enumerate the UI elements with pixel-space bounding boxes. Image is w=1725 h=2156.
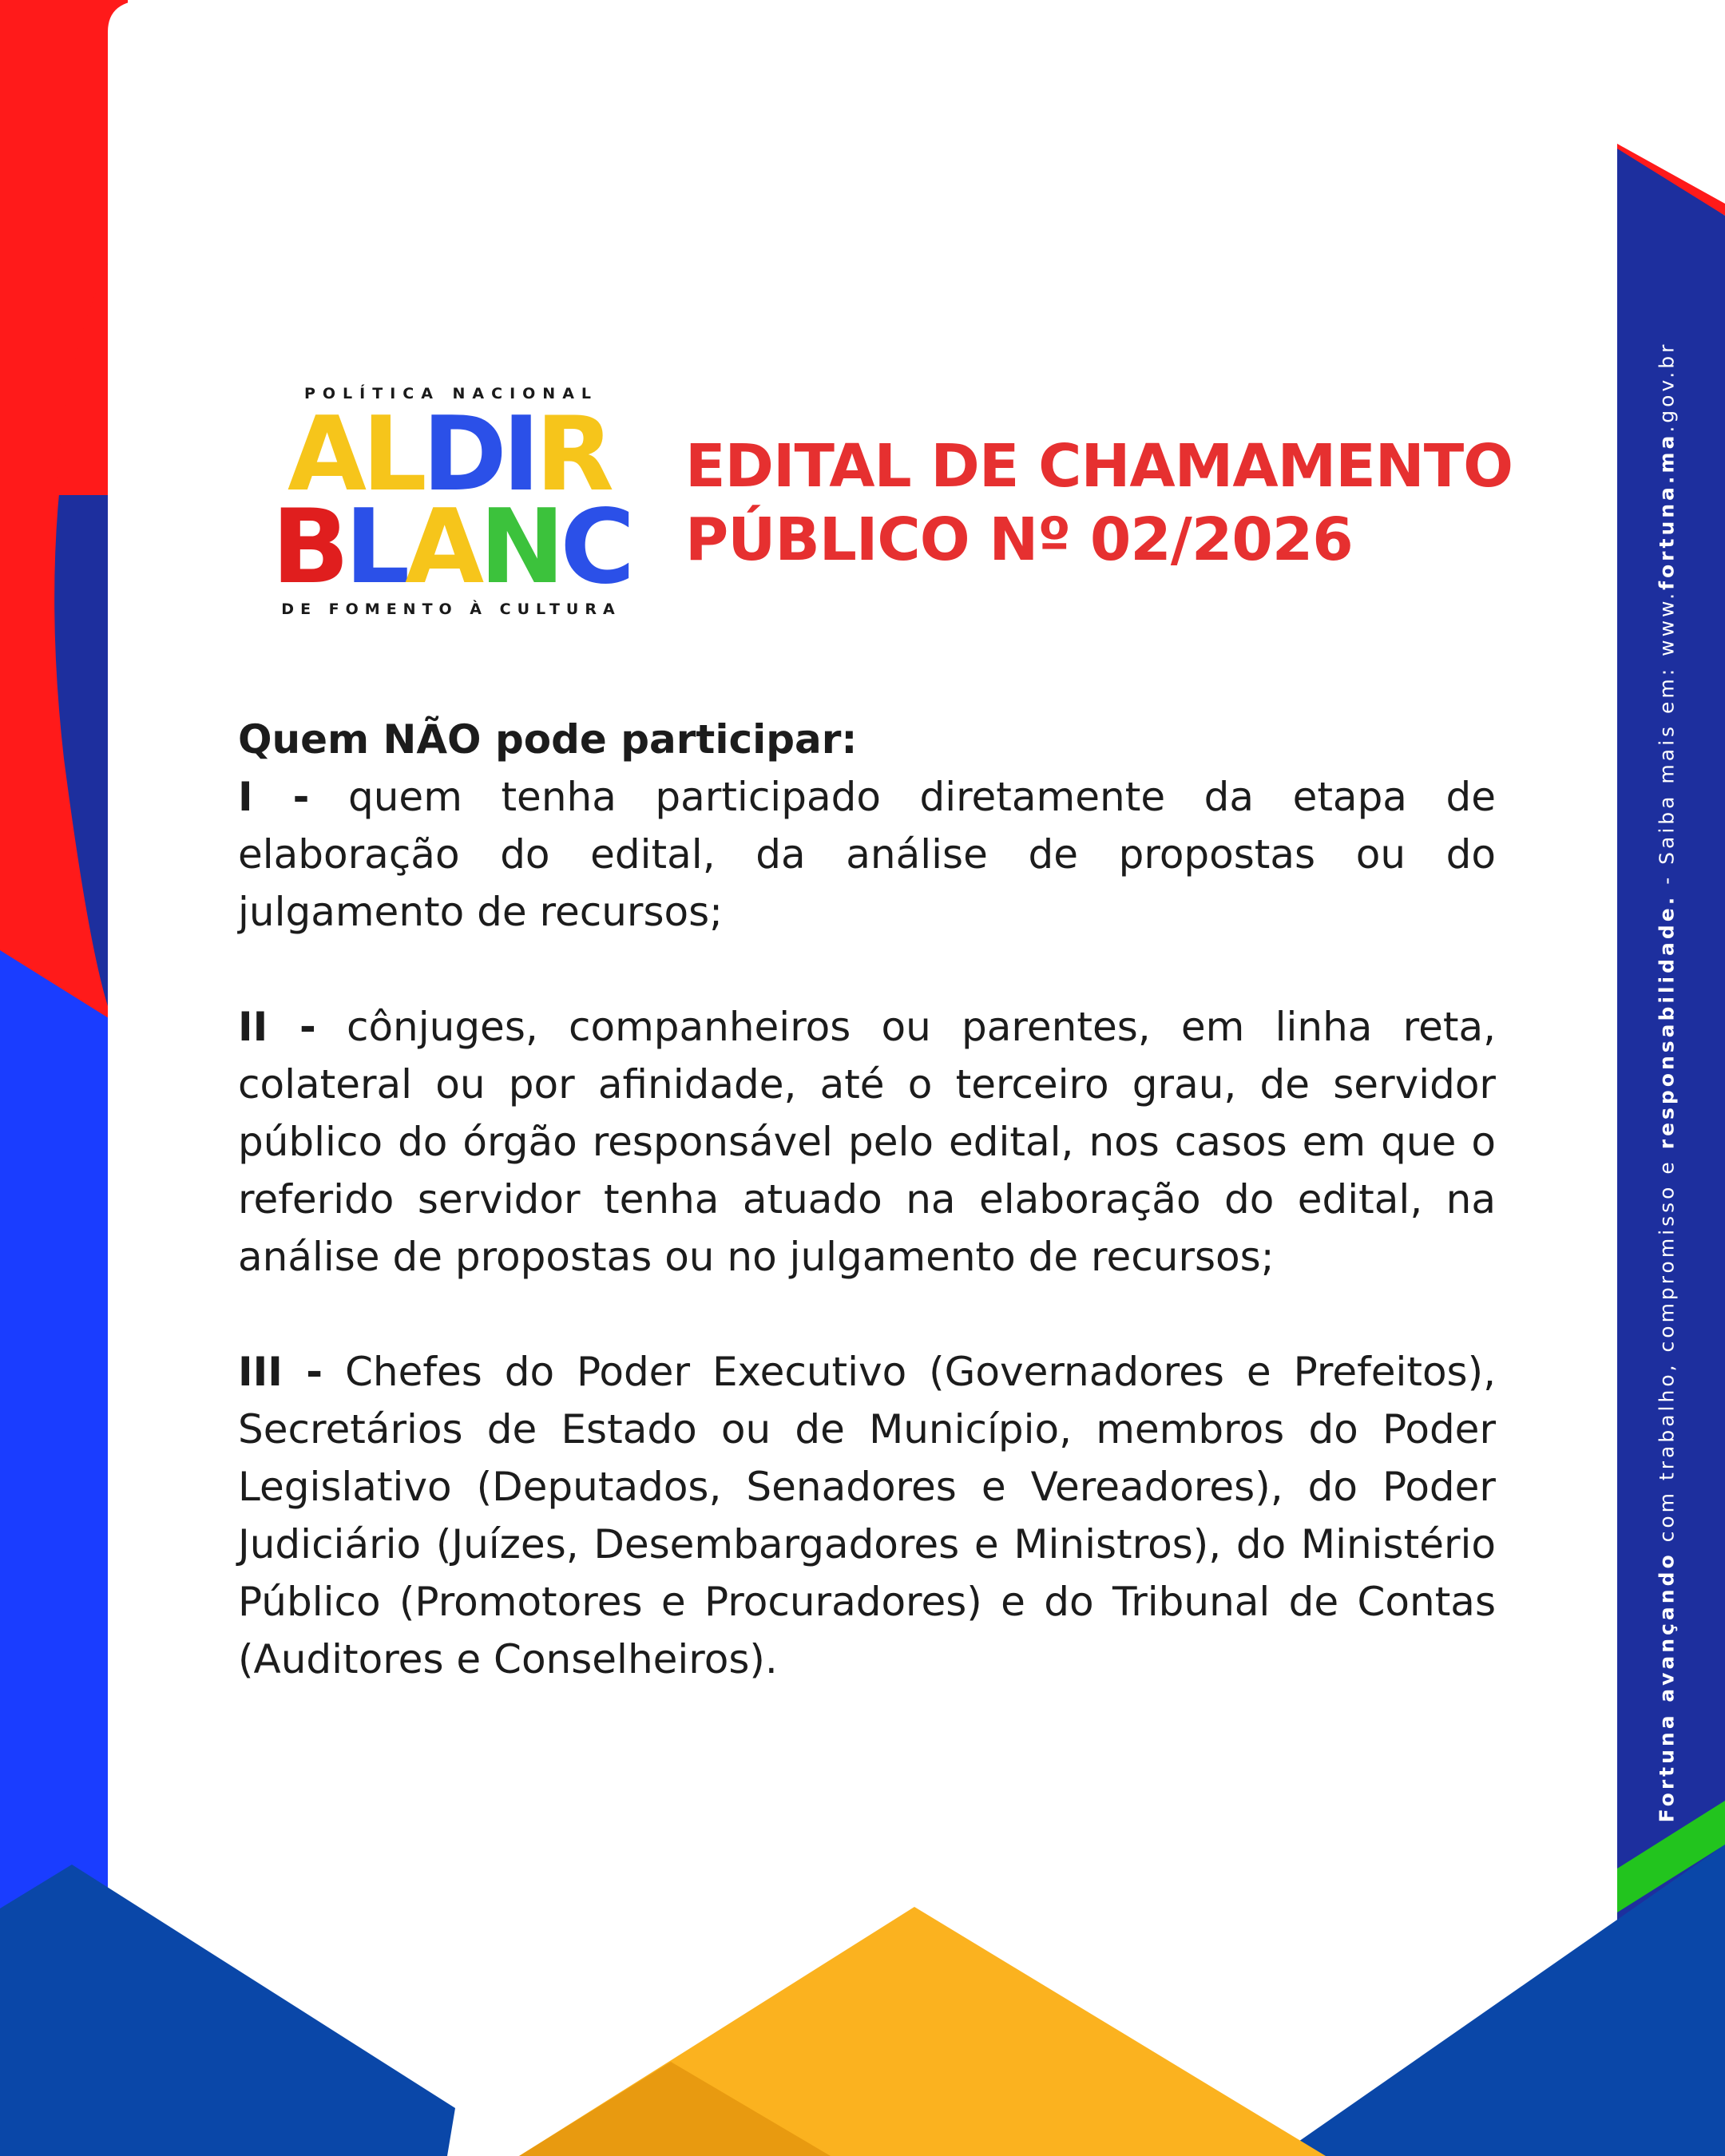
aldir-blanc-logo bbox=[264, 385, 639, 624]
side-tagline bbox=[1656, 283, 1679, 1881]
side-site-end: .gov.br bbox=[1655, 341, 1679, 433]
logo-top-text: POLÍTICA NACIONAL bbox=[303, 385, 599, 402]
logo-letter: L bbox=[344, 488, 406, 607]
logo-letter: B bbox=[272, 488, 345, 607]
logo-letter: A bbox=[288, 395, 363, 514]
logo-letter: A bbox=[405, 488, 480, 607]
logo-letter: I bbox=[502, 395, 536, 514]
side-bold-2: responsabilidade. bbox=[1655, 894, 1679, 1150]
item-text: cônjuges, companheiros ou parentes, em linha reta, colateral ou por afinidade, até o terceiro grau, de servidor público do órgão responsável pelo edital, nos casos em que o referido servidor tenha atuado na elaboração do edital, na análise de propostas ou no julgamento de recursos; bbox=[238, 1004, 1496, 1280]
logo-letter: C bbox=[560, 488, 631, 607]
logo-letter: N bbox=[479, 488, 561, 607]
item-number: I - bbox=[238, 774, 310, 820]
side-site-bold: fortuna.ma bbox=[1655, 432, 1679, 590]
side-part-2: - Saiba mais em: www. bbox=[1655, 589, 1679, 894]
title-line-1: EDITAL DE CHAMAMENTO bbox=[685, 432, 1513, 501]
logo-word-blanc bbox=[272, 488, 631, 607]
logo-letter: D bbox=[422, 395, 502, 514]
section-heading: Quem NÃO pode participar: bbox=[238, 716, 858, 763]
page-title bbox=[685, 430, 1532, 577]
list-item bbox=[238, 998, 1496, 1286]
list-item bbox=[238, 1343, 1496, 1688]
side-part-1: com trabalho, compromisso e bbox=[1655, 1149, 1679, 1552]
title-line-2: PÚBLICO Nº 02/2026 bbox=[685, 505, 1353, 574]
logo-letter: L bbox=[362, 395, 422, 514]
item-number: III - bbox=[238, 1349, 323, 1395]
logo-letter: R bbox=[535, 395, 610, 514]
body-content bbox=[238, 711, 1496, 1746]
logo-bottom-text: DE FOMENTO À CULTURA bbox=[281, 600, 621, 618]
item-number: II - bbox=[238, 1004, 316, 1050]
item-text: Chefes do Poder Executivo (Governadores e Prefeitos), Secretários de Estado ou de Município, membros do Poder Legislativo (Deputados, Senadores e Vereadores), do Poder Judiciário (Juízes, Desembargadores e Ministros), do Ministério Público (Promotores e Procuradores) e do Tribunal de Contas (Auditores e Conselheiros). bbox=[238, 1349, 1496, 1682]
side-brand: Fortuna avançando bbox=[1655, 1552, 1679, 1823]
list-item bbox=[238, 768, 1496, 941]
item-text: quem tenha participado diretamente da etapa de elaboração do edital, da análise de propostas ou do julgamento de recursos; bbox=[238, 774, 1497, 935]
